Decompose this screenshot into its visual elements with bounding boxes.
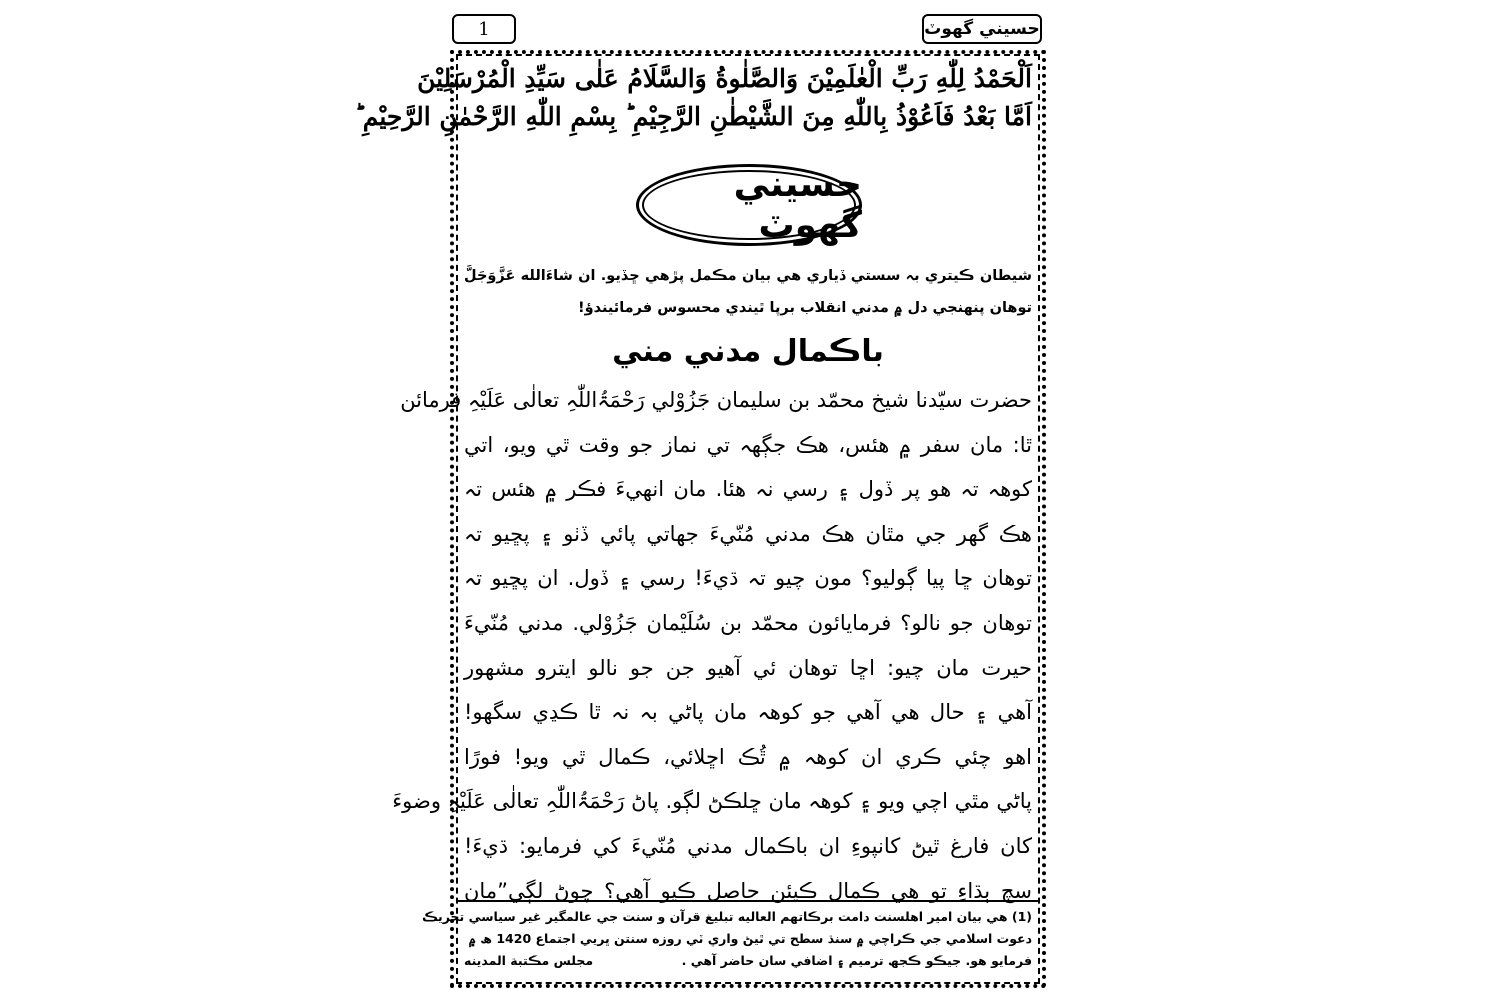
body-line: آهي ۽ حال هي آهي جو کوهہ مان پاڻي بہ نہ ٿا ڪڍي سگهو! bbox=[464, 700, 1032, 725]
body-line: ٿا: مان سفر ۾ هئس، هڪ جڳهہ تي نماز جو وقت ٿي ويو، اتي bbox=[464, 432, 1032, 457]
body-line: پاڻي مٿي اچي ويو ۽ کوهہ مان ڇلڪڻ لڳو. پاڻ رَحْمَۃُاللّٰہِ تعالٰی عَلَیْہِ وضوءَ bbox=[392, 789, 1032, 814]
body-line: سچ ٻڌاءِ تو هي ڪمال ڪيئن حاصل ڪيو آهي؟ چوڻ لڳي”مان bbox=[464, 878, 1032, 903]
page-title: حسيني گهوٽ bbox=[733, 164, 862, 246]
body-line: اهو چئي ڪري ان کوهہ ۾ ٿُڪ اڇلائي، ڪمال ٿي ويو! فورًا bbox=[464, 744, 1032, 769]
body-line: توهان ڇا پيا ڳوليو؟ مون چيو تہ ڌيءَ! رسي ۽ ڏول. ان پڇيو تہ bbox=[464, 566, 1032, 591]
body-line: کوهہ تہ هو پر ڏول ۽ رسي نہ هئا. مان انهيءَ فڪر ۾ هئس تہ bbox=[464, 477, 1032, 502]
title-oval bbox=[636, 164, 862, 246]
body-text bbox=[392, 378, 1032, 913]
body-line: هڪ گهر جي مٿان هڪ مدني مُنّيءَ جهاتي پائي ڏٺو ۽ پڇيو تہ bbox=[464, 521, 1032, 546]
footnote-line-3-text: فرمايو هو. جيڪو ڪجھ ترميم ۽ اضافي سان حاضر آهي . bbox=[681, 953, 1032, 968]
book-page bbox=[354, 8, 1050, 992]
body-line: کان فارغ ٿيڻ کانپوءِ ان باڪمال مدني مُنّيءَ کي فرمايو: ڌيءَ! bbox=[464, 833, 1032, 858]
running-title: حسيني گهوٽ bbox=[922, 14, 1042, 44]
body-line: حضرت سيّدنا شيخ محمّد بن سليمان جَزُوْلي رَحْمَۃُاللّٰہِ تعالٰی عَلَیْہِ فرمائن bbox=[400, 388, 1032, 412]
bismillah-line-2: اَمَّا بَعْدُ فَاَعُوْذُ بِاللّٰهِ مِنَ الشَّيْطٰنِ الرَّجِيْمِ ؕ بِسْمِ اللّٰهِ الرَّحْمٰنِ الرَّحِيْمِ ؕ bbox=[354, 102, 1032, 131]
page-content bbox=[354, 60, 1032, 978]
footnote-line-3 bbox=[464, 950, 1032, 972]
intro-paragraph: شيطان ڪيتري بہ سستي ڏياري هي بيان مڪمل پڙهي ڇڏيو. ان شاءَالله عَزَّوَجَلَّ توهان پنهنجي دل ۾ مدني انقلاب برپا ٿيندي محسوس فرمائيندؤ! bbox=[464, 268, 1032, 316]
footnote-line-2: دعوت اسلامي جي ڪراچي ۾ سنڌ سطح تي ٿيڻ واري ٽي روزه سنتن ڀريي اجتماع 1420 ھ ۾ bbox=[468, 931, 1032, 946]
footnote-line-1: (1) هي بيان امير اهلسنت دامت برڪاتهم العاليه تبليغ قرآن و سنت جي عالمگير غير سياسي تحريڪ bbox=[422, 909, 1032, 924]
footnote bbox=[422, 906, 1032, 972]
footnote-divider bbox=[458, 900, 1038, 902]
body-line: توهان جو نالو؟ فرمايائون محمّد بن سُلَيْمان جَزُوْلي. مدني مُنّيءَ bbox=[464, 610, 1032, 635]
section-heading: باڪمال مدني مني bbox=[612, 334, 884, 369]
bismillah-line-1: اَلْحَمْدُ لِلّٰهِ رَبِّ الْعٰلَمِيْنَ وَالصَّلٰوةُ وَالسَّلَامُ عَلٰى سَيِّدِ الْمُرْسَلِيْنَ bbox=[417, 64, 1032, 93]
page-number: 1 bbox=[452, 14, 516, 44]
body-line: حيرت مان چيو: اڇا توهان ئي آهيو جن جو نالو ايترو مشهور bbox=[464, 655, 1032, 680]
footnote-credit: مجلس مڪتبة المدينه bbox=[464, 953, 594, 968]
